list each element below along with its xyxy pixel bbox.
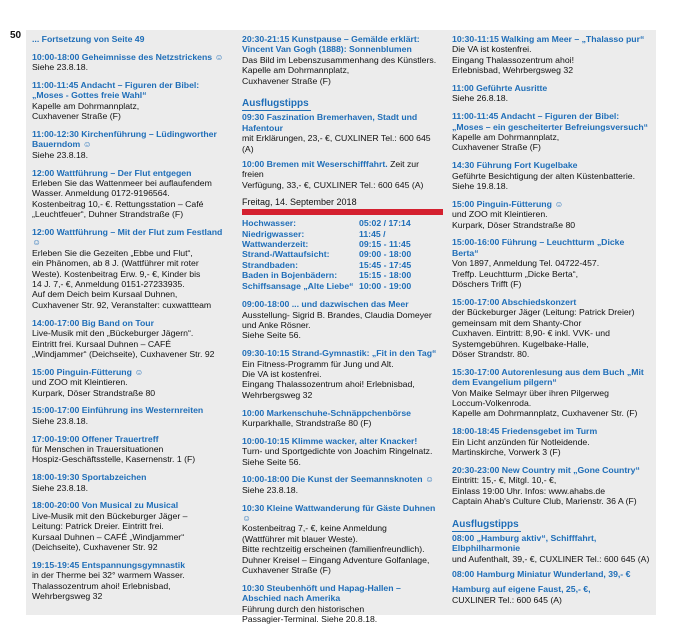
trip-list: [242, 112, 441, 190]
event-title: [242, 408, 441, 418]
event-detail-line: und Aufenthalt, 39,- €, CUXLINER Tel.: 600 645 (A): [452, 553, 650, 564]
event-title-text: 11:00 Geführte Ausritte: [452, 83, 548, 94]
event-detail-line: Kapelle am Dohrmannplatz,: [32, 100, 140, 111]
event-entry: [242, 474, 441, 495]
event-entry: [242, 299, 441, 341]
event-detail-line: und ZOO mit Kleintieren.: [32, 377, 128, 388]
event-entry: [452, 34, 651, 76]
event-detail-line: Leitung: Patrick Dreier. Eintritt frei.: [32, 521, 164, 532]
tide-table: [242, 218, 441, 291]
event-title: [242, 348, 441, 358]
event-detail-line: und ZOO mit Kleintieren.: [452, 209, 548, 220]
event-detail-line: Siehe 26.8.18.: [452, 93, 509, 104]
event-detail-line: Passagier-Terminal. Siehe 20.8.18.: [242, 614, 378, 624]
event-entry: [452, 111, 651, 153]
tide-row: [242, 239, 441, 249]
column-1: [26, 30, 236, 615]
event-detail-line: Erlebnisbad, Wehrbergsweg 32: [452, 65, 574, 76]
event-detail-line: Siehe 23.8.18.: [32, 482, 89, 493]
event-title-text: Hamburg auf eigene Faust, 25,- €,: [452, 584, 591, 595]
event-title-text: 10:00-18:00 Geheimnisse des Netzstrickens ☺: [32, 51, 224, 62]
event-title-text: 10:00 Bremen mit Weserschifffahrt.: [242, 159, 388, 170]
event-detail-line: der Bückeburger Jäger (Leitung: Patrick Dreier): [452, 307, 635, 318]
event-detail-line: „Windjammer“ (Deichseite), Cuxhavener Str. 92: [32, 348, 215, 359]
tide-value: 15:45 - 17:45: [359, 259, 412, 270]
event-entry: [452, 426, 651, 457]
event-title: [242, 436, 441, 446]
event-title-text: 15:30-17:00 Autorenlesung aus dem Buch „Mit dem Evangelium pilgern“: [452, 366, 644, 388]
event-entry: [242, 503, 441, 576]
event-title: [452, 367, 651, 388]
event-title: [32, 129, 231, 150]
event-entry: [242, 348, 441, 400]
event-entry: [32, 367, 231, 398]
event-detail-line: Systemgebühren. Kugelbake-Halle,: [452, 338, 589, 349]
event-title: [242, 299, 441, 309]
event-detail-line: Döser Strandstr. 80.: [452, 348, 530, 359]
tide-value: 09:15 - 11:45: [359, 239, 411, 250]
event-detail-line: Siehe 23.8.18.: [32, 62, 89, 73]
event-title: [32, 318, 231, 328]
event-title: [32, 227, 231, 248]
event-entry: [32, 168, 231, 220]
event-entry: [32, 560, 231, 602]
event-title: [242, 503, 441, 524]
event-detail-line: (Wattführer mit blauer Weste).: [242, 533, 358, 544]
event-detail-line: Hospiz-Geschäftsstelle, Kasernenstr. 1 (F): [32, 454, 196, 465]
event-title: [32, 80, 231, 101]
event-detail-line: Verfügung, 33,- €, CUXLINER Tel.: 600 645 (A): [242, 179, 424, 190]
event-entry: [452, 367, 651, 419]
event-title: [452, 199, 651, 209]
event-title-text: 11:00-11:45 Andacht – Figuren der Bibel: „Moses - Gottes freie Wahl“: [32, 80, 200, 101]
event-title: [242, 583, 441, 604]
event-title: [32, 52, 231, 62]
event-detail-line: Cuxhavener Straße (F): [452, 142, 541, 153]
event-title: [452, 111, 651, 132]
event-title: [32, 560, 231, 570]
event-title-text: 09:00-18:00 ... und dazwischen das Meer: [242, 299, 409, 310]
event-detail-line: für Menschen in Trauersituationen: [32, 443, 164, 454]
event-title-text: 15:00 Pinguin-Fütterung ☺: [32, 366, 144, 377]
page-number: 50: [10, 30, 22, 41]
event-detail-line: Ausstellung- Sigrid B. Brandes, Claudia Domeyer: [242, 309, 432, 320]
event-detail-line: in der Therme bei 32° warmem Wasser.: [32, 570, 185, 581]
event-detail-line: Von 1897, Anmeldung Tel. 04722-457.: [452, 258, 600, 269]
event-detail-line: „Leuchtfeuer“, Duhner Strandstraße (F): [32, 209, 184, 220]
event-title: [452, 584, 651, 594]
event-entry: [452, 199, 651, 230]
event-entry: [242, 34, 441, 86]
event-entry: [32, 80, 231, 122]
tide-value: 11:45 /: [359, 228, 386, 239]
event-detail-line: Siehe 19.8.18.: [452, 181, 509, 192]
event-title-text: 18:00-19:30 Sportabzeichen: [32, 472, 147, 483]
event-title-text: 09:30 Faszination Bremerhaven, Stadt und Hafentour: [242, 112, 418, 133]
event-detail-line: Geführte Besichtigung der alten Küstenbatterie.: [452, 170, 636, 181]
tide-label: Niedrigwasser:: [242, 228, 305, 239]
event-detail-line: Live-Musik mit den Bückeburger Jäger –: [32, 510, 188, 521]
event-detail-line: Cuxhavener Straße (F): [242, 565, 331, 575]
event-title: [242, 112, 441, 133]
event-title-text: 17:00-19:00 Offener Trauertreff: [32, 433, 159, 444]
event-entry: [32, 472, 231, 493]
event-title-text: ... Fortsetzung von Seite 49: [32, 34, 145, 44]
event-title-text: 20:30-23:00 New Country mit „Gone Country“: [452, 464, 640, 475]
tide-row: [242, 281, 441, 291]
tide-row: [242, 229, 441, 239]
column-3: [446, 30, 656, 615]
tide-value: 09:00 - 18:00: [359, 249, 412, 260]
event-detail-line: Kostenbeitrag 10,- €. Rettungsstation – Café: [32, 198, 204, 209]
event-title: [452, 83, 651, 93]
event-detail-line: Ein Fitness-Programm für Jung und Alt.: [242, 358, 394, 369]
tide-row: [242, 260, 441, 270]
event-detail-line: Weste). Kostenbeitrag Erw. 9,- €, Kinder bis: [32, 268, 201, 279]
column-2: [236, 30, 446, 624]
event-detail-line: Kurparkhalle, Strandstraße 80 (F): [242, 417, 372, 428]
event-title-text: 10:00 Markenschuhe-Schnäppchenbörse: [242, 407, 411, 418]
event-detail-line: Führung durch den historischen: [242, 603, 365, 614]
event-entry: [242, 408, 441, 429]
event-detail-line: Das Bild im Lebenszusammenhang des Künstlers.: [242, 54, 437, 65]
event-title: [32, 405, 231, 415]
event-entry: [242, 159, 441, 190]
tide-label: Baden in Bojenbädern:: [242, 270, 338, 281]
event-detail-line: Turn- und Sportgedichte von Joachim Ringelnatz.: [242, 446, 433, 457]
event-entry: [452, 237, 651, 289]
event-detail-line: 14 J. 7,- €, Anmeldung 0151-27233935.: [32, 279, 185, 290]
event-entry: [32, 34, 231, 44]
event-title: [452, 569, 651, 579]
event-entry: [452, 465, 651, 507]
event-title: [452, 426, 651, 436]
event-title: [32, 34, 231, 44]
event-detail-line: Loccum-Volkenroda.: [452, 397, 532, 408]
event-entry: [452, 160, 651, 191]
event-detail-line: Siehe 23.8.18.: [242, 484, 299, 495]
event-title-text: 18:00-18:45 Friedensgebet im Turm: [452, 426, 598, 437]
event-detail-line: Die VA ist kostenfrei.: [242, 368, 322, 379]
event-title: [242, 159, 441, 180]
event-detail-line: Erleben Sie die Gezeiten „Ebbe und Flut“,: [32, 247, 193, 258]
event-detail-line: Kurpark, Döser Strandstraße 80: [32, 387, 156, 398]
event-detail-line: Cuxhaven. Eintritt: 8,90- € inkl. VVK- und: [452, 328, 610, 339]
event-entry: [452, 584, 651, 605]
event-entry: [242, 112, 441, 154]
event-title-text: 14:30 Führung Fort Kugelbake: [452, 160, 578, 171]
event-title-text: 10:30 Steubenhöft und Hapag-Hallen – Abschied nach Amerika: [242, 582, 401, 604]
tide-row: [242, 218, 441, 228]
event-detail-line: Wasser. Anmeldung 0172-9196564.: [32, 188, 170, 199]
event-detail-line: und Anke Rösner.: [242, 319, 311, 330]
event-title: [242, 474, 441, 484]
event-entry: [32, 227, 231, 310]
event-detail-line: (Deichseite), Cuxhavener Str. 92: [32, 541, 158, 552]
event-title-text: 12:00 Wattführung – Der Flut entgegen: [32, 167, 192, 178]
event-detail-line: Eingang Thalassozentrum ahoi!: [452, 54, 575, 65]
event-detail-line: Siehe 23.8.18.: [32, 415, 89, 426]
event-entry: [32, 405, 231, 426]
event-detail-line: Eingang Thalassozentrum ahoi! Erlebnisbad,: [242, 379, 415, 390]
date-divider-bar: [242, 209, 443, 215]
event-detail-line: Wehrbergsweg 32: [242, 389, 313, 400]
event-entry: [32, 129, 231, 160]
event-entry: [452, 569, 651, 579]
event-detail-line: CUXLINER Tel.: 600 645 (A): [452, 594, 562, 605]
event-title: [452, 237, 651, 258]
event-title-text: 10:00-10:15 Klimme wacker, alter Knacker!: [242, 435, 418, 446]
event-title-text: 18:00-20:00 Von Musical zu Musical: [32, 500, 179, 511]
event-entry: [452, 83, 651, 104]
event-detail-line: Ein Licht anzünden für Notleidende.: [452, 436, 590, 447]
event-title-text: 15:00-17:00 Abschiedskonzert: [452, 296, 577, 307]
tide-label: Wattwanderzeit:: [242, 239, 309, 250]
event-title: [242, 34, 441, 55]
event-title-text: 15:00-16:00 Führung – Leuchtturm „Dicke Berta“: [452, 237, 625, 258]
event-detail-line: Treffp. Leuchtturm „Dicke Berta“,: [452, 268, 579, 279]
event-title-text: 10:30 Kleine Wattwanderung für Gäste Duhnen ☺: [242, 502, 436, 523]
event-detail-line: Duhner Kreisel – Eingang Adventure Golfanlage,: [242, 554, 430, 565]
event-detail-line: Cuxhavener Straße (F): [242, 75, 331, 86]
event-title-text: 12:00 Wattführung – Mit der Flut zum Festland ☺: [32, 227, 223, 248]
event-detail-line: Bitte rechtzeitig erscheinen (familienfreundlich).: [242, 544, 425, 555]
event-title-text: 15:00 Pinguin-Fütterung ☺: [452, 198, 564, 209]
event-title-text: 10:30-11:15 Walking am Meer – „Thalasso pur“: [452, 34, 645, 44]
event-detail-line: Siehe 23.8.18.: [32, 149, 89, 160]
event-detail-line: Erleben Sie das Wattenmeer bei auflaufendem: [32, 178, 212, 189]
event-detail-line: Kapelle am Dohrmannplatz,: [242, 65, 350, 76]
trip-list-2: [452, 533, 651, 605]
event-title: [452, 465, 651, 475]
event-entry: [32, 434, 231, 465]
event-title: [32, 367, 231, 377]
event-title-text: 08:00 „Hamburg aktiv“, Schifffahrt, Elbphilharmonie: [452, 532, 597, 554]
event-entry: [32, 318, 231, 360]
tide-value: 05:02 / 17:14: [359, 218, 411, 229]
event-detail-line: Siehe Seite 56.: [242, 456, 301, 467]
event-title-text: 11:00-11:45 Andacht – Figuren der Bibel: „Moses – ein gescheiterter Befreiungsversuch“: [452, 111, 649, 132]
tide-label: Schiffsansage „Alte Liebe“: [242, 280, 354, 291]
event-entry: [452, 533, 651, 564]
date-heading: Freitag, 14. September 2018: [242, 197, 357, 208]
event-detail-line: Siehe Seite 56.: [242, 330, 301, 341]
section-title-ausflugstipps: Ausflugstipps: [242, 98, 309, 110]
tide-row: [242, 270, 441, 280]
event-detail-line: Martinskirche, Vorwerk 3 (F): [452, 446, 561, 457]
event-detail-line: Live-Musik mit den „Bückeburger Jägern“.: [32, 328, 194, 339]
event-title-text: 10:00-18:00 Die Kunst der Seemannsknoten ☺: [242, 474, 434, 485]
event-title: [452, 160, 651, 170]
tide-row: [242, 249, 441, 259]
event-title-text: 11:00-12:30 Kirchenführung – Lüdingworther Bauerndom ☺: [32, 129, 217, 150]
event-title: [32, 168, 231, 178]
event-entry: [452, 297, 651, 359]
event-title: [32, 472, 231, 482]
event-detail-line: ein Phänomen, ab 8 J. (Wattführer mit roter: [32, 258, 199, 269]
event-detail-line: mit Erklärungen, 23,- €, CUXLINER Tel.: 600 645 (A): [242, 133, 431, 154]
event-detail-line: Kostenbeitrag 7,- €, keine Anmeldung: [242, 523, 387, 534]
event-title: [32, 500, 231, 510]
tide-label: Strand-/Wattaufsicht:: [242, 249, 330, 260]
event-detail-line: Eintritt frei. Kursaal Duhnen – CAFÉ: [32, 338, 172, 349]
event-entry: [32, 52, 231, 73]
event-title: [452, 533, 651, 554]
event-detail-line: Kapelle am Dohrmannplatz, Cuxhavener Str. (F): [452, 408, 638, 419]
event-title-text: 20:30-21:15 Kunstpause – Gemälde erklärt: Vincent Van Gogh (1888): Sonnenblumen: [242, 34, 420, 55]
event-entry: [32, 500, 231, 552]
event-title-text: 09:30-10:15 Strand-Gymnastik: „Fit in den Tag“: [242, 348, 437, 359]
section-title-ausflugstipps-2: Ausflugstipps: [452, 518, 519, 530]
event-entry: [242, 583, 441, 624]
event-detail-line: Kursaal Duhnen – CAFÉ „Windjammer“: [32, 531, 185, 542]
tide-label: Hochwasser:: [242, 218, 297, 229]
event-detail-line: Cuxhavener Str. 92, Veranstalter: cuxwattteam: [32, 299, 212, 310]
event-detail-line: Kapelle am Dohrmannplatz,: [452, 132, 560, 143]
event-entry: [242, 436, 441, 467]
event-title-text: 08:00 Hamburg Miniatur Wunderland, 39,- €: [452, 568, 631, 579]
event-detail-line: Die VA ist kostenfrei.: [452, 44, 532, 55]
event-detail-line: Döschers Trifft (F): [452, 279, 522, 290]
event-detail-line: gemeinsam mit dem Shanty-Chor: [452, 317, 582, 328]
event-title-text: 15:00-17:00 Einführung ins Westernreiten: [32, 405, 204, 416]
event-title-text: 19:15-19:45 Entspannungsgymnastik: [32, 559, 186, 570]
event-title-text: 14:00-17:00 Big Band on Tour: [32, 317, 154, 328]
events-friday: [242, 299, 441, 624]
event-title: [452, 34, 651, 44]
event-detail-line: Thalassozentrum ahoi! Erlebnisbad,: [32, 580, 171, 591]
event-detail-line: Eintritt: 15,- €, Mitgl. 10,- €,: [452, 475, 557, 486]
event-detail-line: Einlass 19:00 Uhr. Infos: www.ahabs.de: [452, 485, 606, 496]
tide-value: 10:00 - 19:00: [359, 280, 412, 291]
event-detail-line: Wehrbergsweg 32: [32, 590, 103, 601]
event-title: [32, 434, 231, 444]
event-title: [452, 297, 651, 307]
tide-value: 15:15 - 18:00: [359, 270, 412, 281]
event-detail-line: Von Maike Selmayr über ihren Pilgerweg: [452, 387, 609, 398]
event-detail-line: Kurpark, Döser Strandstraße 80: [452, 219, 576, 230]
events-evening: [242, 34, 441, 86]
events-friday-continued: [452, 34, 651, 506]
event-detail-line: Captain Ahab's Culture Club, Marienstr. 36 A (F): [452, 495, 637, 506]
event-detail-line: Auf dem Deich beim Kursaal Duhnen,: [32, 289, 178, 300]
event-title-tail: Zeit zur freien: [242, 159, 420, 180]
event-detail-line: Cuxhavener Straße (F): [32, 111, 121, 122]
tide-label: Strandbaden:: [242, 259, 298, 270]
